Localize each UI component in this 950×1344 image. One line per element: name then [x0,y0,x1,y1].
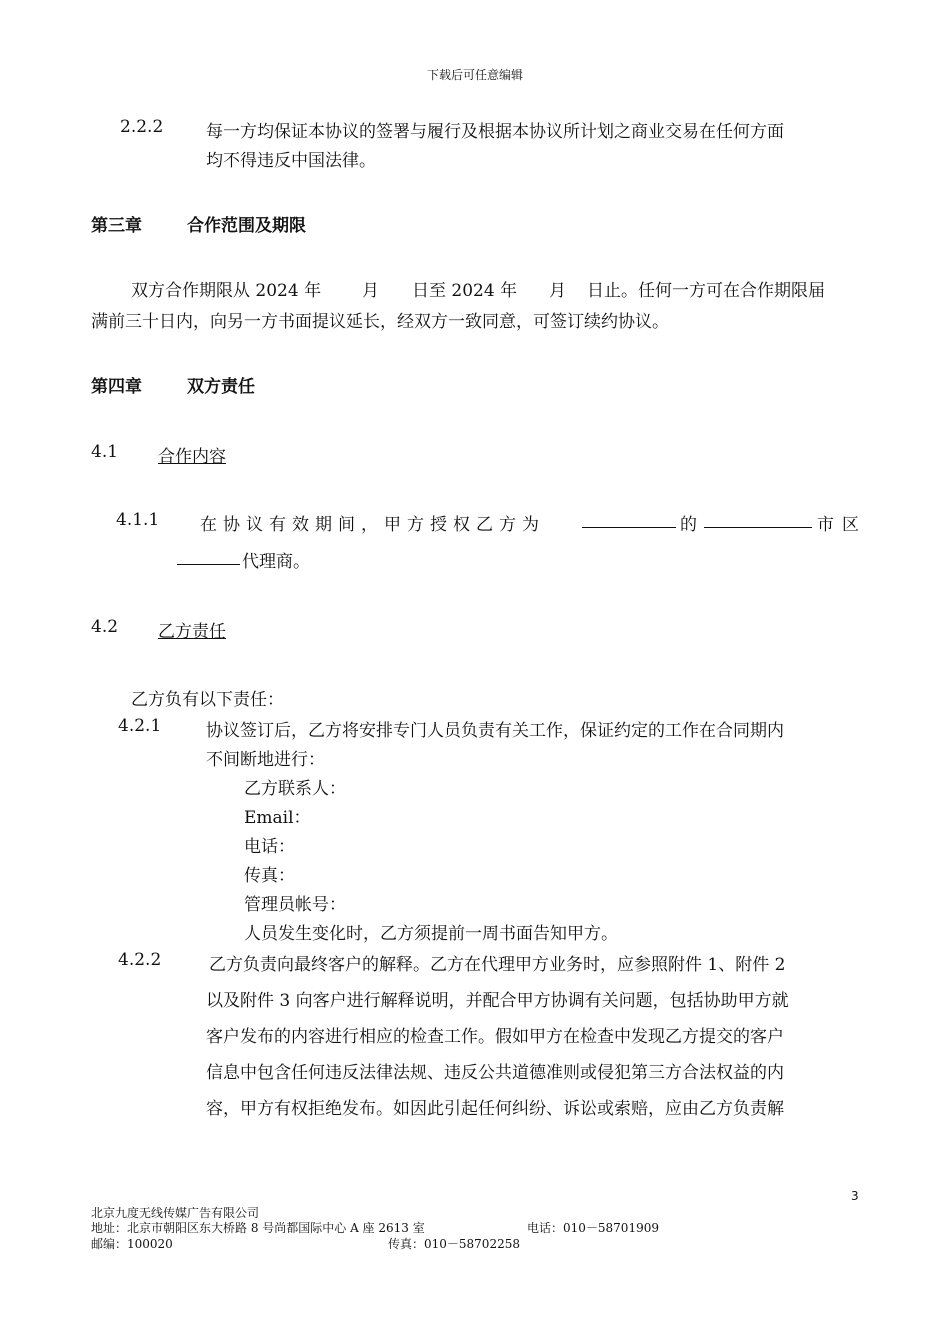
clause-text-line: 乙方负责向最终客户的解释。乙方在代理甲方业务时，应参照附件 1、附件 2 [209,955,786,975]
admin-account-label: 管理员帐号： [244,895,346,915]
clause-text: 代理商。 [242,552,310,572]
clause-text-line: 以及附件 3 向客户进行解释说明，并配合甲方协调有关问题，包括协助甲方就 [206,991,789,1011]
phone-label: 电话： [244,837,295,857]
notice-text: 人员发生变化时，乙方须提前一周书面告知甲方。 [244,924,618,944]
paragraph-text: 日止。任何一方可在合作期限届 [587,281,825,301]
section-title: 乙方责任 [158,622,226,642]
clause-text-line: 每一方均保证本协议的签署与履行及根据本协议所计划之商业交易在任何方面 [206,122,784,142]
paragraph-text: 双方合作期限从 2024 年 [131,281,322,301]
clause-text-line: 容，甲方有权拒绝发布。如因此引起任何纠纷、诉讼或索赔，应由乙方负责解 [206,1099,784,1119]
paragraph-text: 满前三十日内，向另一方书面提议延长，经双方一致同意，可签订续约协议。 [91,312,669,332]
chapter-number: 第四章 [91,377,142,397]
fill-in-blank [177,550,240,565]
chapter-number: 第三章 [91,216,142,236]
clause-text: 市区 [817,515,867,535]
clause-text: 的 [680,515,697,535]
page-number: 3 [851,1189,859,1203]
section-number: 4.2 [91,617,119,637]
clause-text-line: 不间断地进行： [206,750,325,770]
paragraph-text: 月 [549,281,566,301]
footer-fax: 传真：010－58702258 [388,1237,520,1251]
email-label: Email： [244,808,311,828]
fax-label: 传真： [244,866,295,886]
chapter-title: 合作范围及期限 [187,216,306,236]
clause-number: 4.2.1 [118,716,162,736]
footer-address: 地址：北京市朝阳区东大桥路 8 号尚都国际中心 A 座 2613 室 [91,1221,425,1235]
clause-number: 4.1.1 [116,510,160,530]
footer-company: 北京九度无线传媒广告有限公司 [91,1206,260,1220]
fill-in-blank [582,513,676,528]
clause-number: 4.2.2 [118,950,162,970]
chapter-title: 双方责任 [187,377,255,397]
paragraph-text: 月 [362,281,379,301]
clause-text: 在协议有效期间，甲方授权乙方为 [200,515,545,535]
section-title: 合作内容 [158,447,226,467]
footer-postcode: 邮编：100020 [91,1237,173,1251]
clause-number: 2.2.2 [120,117,164,137]
clause-text-line: 客户发布的内容进行相应的检查工作。假如甲方在检查中发现乙方提交的客户 [206,1027,784,1047]
contact-label: 乙方联系人： [244,779,346,799]
footer-phone: 电话：010－58701909 [527,1221,659,1235]
paragraph-text: 乙方负有以下责任： [131,690,284,710]
fill-in-blank [704,513,812,528]
clause-text-line: 均不得违反中国法律。 [206,151,376,171]
clause-text-line: 信息中包含任何违反法律法规、违反公共道德准则或侵犯第三方合法权益的内 [206,1063,784,1083]
paragraph-text: 日至 2024 年 [412,281,518,301]
section-number: 4.1 [91,442,119,462]
clause-text-line: 协议签订后，乙方将安排专门人员负责有关工作，保证约定的工作在合同期内 [206,721,784,741]
page-header: 下载后可任意编辑 [426,68,523,82]
